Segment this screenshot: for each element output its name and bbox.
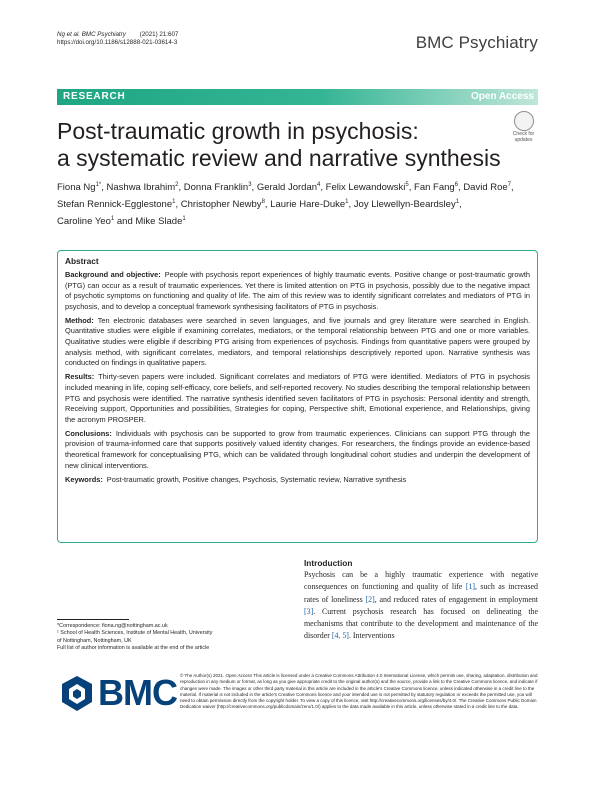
reference-link[interactable]: [4, 5] [331,631,349,641]
author-name[interactable]: Felix Lewandowski$^5$ [325,182,409,194]
author-name[interactable]: David Roe$^7$ [463,182,512,194]
correspondence-email[interactable]: *Correspondence: fiona.ng@nottingham.ac.uk [57,623,168,629]
author-name[interactable]: Caroline Yeo$^1$ [57,216,115,228]
citation-authors: Ng et al. [57,31,81,38]
affiliation-line: of Nottingham, Nottingham, UK [57,637,132,644]
introduction-heading: Introduction [304,558,353,568]
introduction-text: Psychosis can be a highly traumatic experience with negative consequences on functioning and quality of life [1], such as increased rates of loneliness [2], and reduced rates of engagement in employment [3]. Current psychosis research has focused on delineating the mechanisms that contribute to the development and maintenance of the disorder [4, 5]. Interventions [304,570,538,641]
abstract-conclusions: Conclusions: Individuals with psychosis can be supported to grow from traumatic experiences. Clinicians can support PTG through the provision of trauma-informed care that supports positively valued identity changes. For researchers, the findings provide an evidence-based theoretical framework for conceptualising PTG, which can be validated through longitudinal cohort studies and underpin the development of new clinical interventions. [65,428,530,470]
author-name[interactable]: Nashwa Ibrahim$^2$ [106,182,179,194]
abstract-heading: Abstract [65,256,99,266]
title-line-1: Post-traumatic growth in psychosis: [57,118,419,144]
check-for-updates-button[interactable] [507,111,540,147]
author-name[interactable]: Donna Franklin$^3$ [183,182,252,194]
footnote-divider [57,619,129,620]
abstract-method: Method: Ten electronic databases were searched in seven languages, and five journals and grey literature were searched in English. Quantitative studies were eligible if examining correlates, mediators, or the temporal relationship between PTG and one or more variables. Qualitative studies were eligible if describing PTG arising from experiences of psychosis. Findings from quantitative papers were grouped by analysis method, with significant correlates, mediators, and temporal relationships descriptively reported upon. Narrative synthesis was conducted on findings in qualitative papers. [65,315,530,368]
abstract-results: Results: Thirty-seven papers were included. Significant correlates and mediators of PTG were identified. Mediators of PTG in psychosis included meaning in life, coping self-efficacy, core beliefs, and self-reported recovery. No studies describing the temporal relationship between PTG and psychosis were identified. The narrative synthesis identified seven facilitators of PTG in psychosis: Personal identity and strength, Receiving support, Opportunities and possibilities, Strategies for coping, Perspective shift, Emotional experience, and Relationships, giving the acronym PROSPER. [65,372,530,424]
reference-link[interactable]: [1] [465,582,476,592]
article-title [57,118,507,172]
author-name[interactable]: Fan Fang$^6$ [414,182,459,194]
check-updates-text: Check for updates [512,131,535,143]
author-name[interactable]: Joy Llewellyn-Beardsley$^1$ [353,199,460,211]
article-type-label: RESEARCH [63,91,126,102]
abstract-background: Background and objective: People with psychosis report experiences of highly traumatic events. Positive change or post-traumatic growth (PTG) can occur as a result of traumatic experiences. Yet there is limited attention on PTG in psychosis, possibly due to the negative impact of psychotic symptoms on functioning and quality of life. The aim of this review was to identify significant correlates and mediators of PTG in psychosis, and to develop a conceptual framework synthesising facilitators of PTG in psychosis. [65,270,530,311]
citation-journal: BMC Psychiatry [81,31,126,38]
article-citation [57,31,178,47]
reference-link[interactable]: [3] [304,606,314,616]
doi-link[interactable]: https://doi.org/10.1186/s12888-021-03614-3 [57,39,178,46]
abstract-box [57,250,538,543]
author-info-note: Full list of author information is available at the end of the article [57,645,210,652]
title-line-2: a systematic review and narrative synthesis [57,145,501,171]
check-updates-icon [514,111,534,131]
author-name[interactable]: Fiona $Ng^{1*}$ [57,182,102,194]
affiliation-line: ¹ School of Health Sciences, Institute of Mental Health, University [57,630,213,637]
bmc-logo-text: BMC [98,672,177,713]
journal-brand: BMC Psychiatry [415,33,538,52]
author-name[interactable]: Gerald Jordan$^4$ [256,182,321,194]
author-name[interactable]: Christopher Newby$^8$ [180,199,265,211]
abstract-keywords: Keywords: Post-traumatic growth, Positive changes, Psychosis, Systematic review, Narrative synthesis [65,474,407,484]
bmc-logo [57,671,177,717]
open-access-label: Open Access [471,91,534,102]
footnotes [57,619,287,653]
citation-ref: (2021) 21:607 [139,31,179,38]
author-name[interactable]: Stefan Rennick-Egglestone$^1$ [57,199,176,211]
reference-link[interactable]: [2] [365,594,375,604]
author-name[interactable]: Laurie Hare-Duke$^1$ [270,199,349,211]
author-list: Fiona $Ng^{1*}$, Nashwa Ibrahim$^2$, Donna Franklin$^3$, Gerald Jordan$^4$, Felix Lewandowski$^5$, Fan Fang$^6$, David Roe$^7$, Stefan Rennick-Egglestone$^1$, Christopher Newby$^8$, Laurie Hare-Duke$^1$, Joy Llewellyn-Beardsley$^1$, Caroline Yeo$^1$ and Mike Slade$^1$ [57,182,514,228]
bmc-logo-icon [57,674,97,714]
license-text: © The Author(s) 2021. Open Access This article is licensed under a Creative Commons Attribution 4.0 International License, which permits use, sharing, adaptation, distribution and reproduction in any medium or format, as long as you give appropriate credit to the original author(s) and the source, provide a link to the Creative Commons licence, and indicate if changes were made. The images or other third party material in this article are included in the article's Creative Commons licence, unless indicated otherwise in a credit line to the material. If material is not included in the article's Creative Commons licence and your intended use is not permitted by statutory regulation or exceeds the permitted use, you will need to obtain permission directly from the copyright holder. To view a copy of this licence, visit http://creativecommons.org/licenses/by/4.0/. The Creative Commons Public Domain Dedication waiver (http://creativecommons.org/publicdomain/zero/1.0/) applies to the data made available in this article, unless otherwise stated in a credit line to the data. [180,673,538,710]
author-name[interactable]: Mike Slade$^1$ [135,216,186,228]
article-type-banner [57,89,538,105]
